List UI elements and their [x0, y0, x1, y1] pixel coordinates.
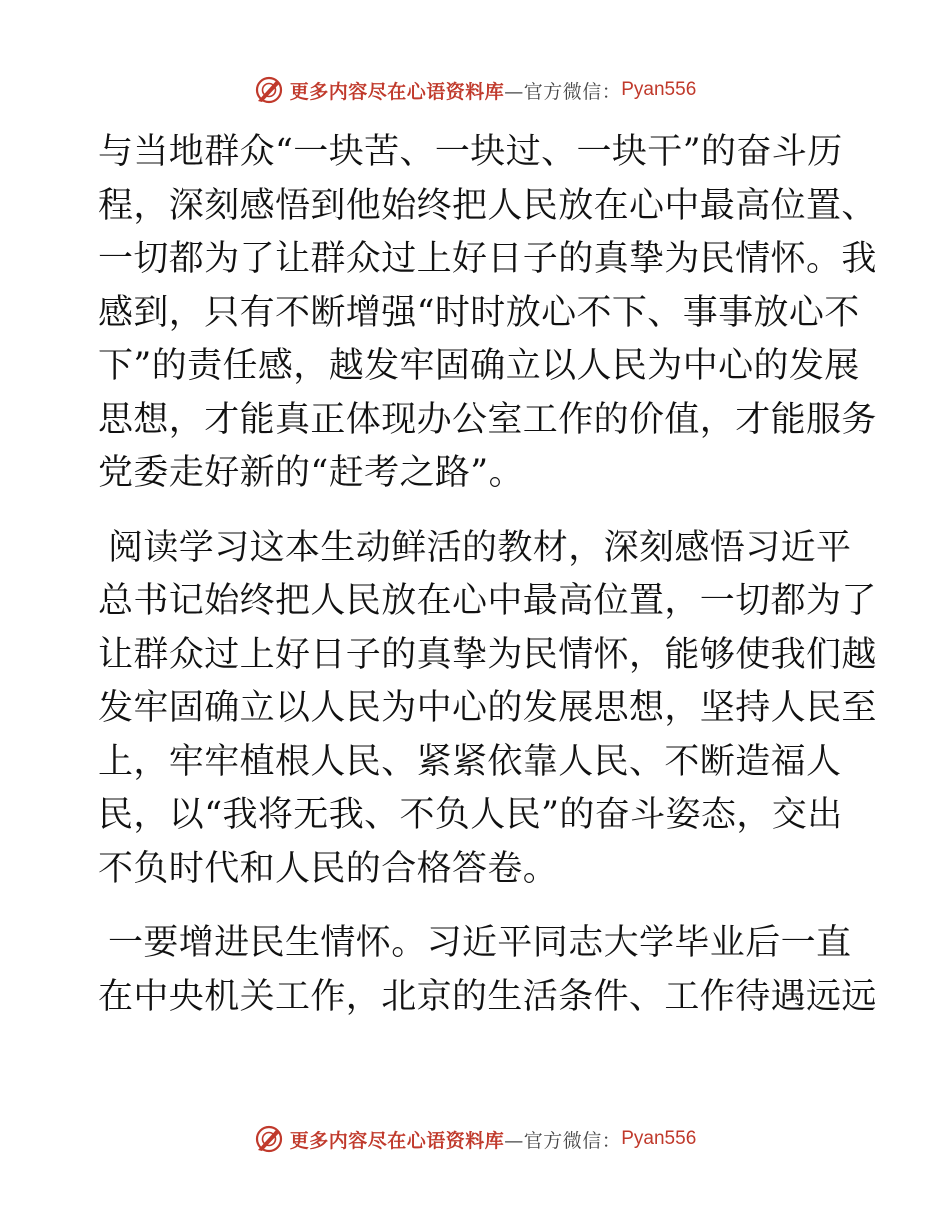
- text-line: 程，深刻感悟到他始终把人民放在心中最高位置、: [98, 185, 877, 226]
- footer-banner: [0, 1119, 950, 1159]
- text-line: 一要增进民生情怀。习近平同志大学毕业后一直: [108, 923, 852, 963]
- text-line: 发牢固确立以人民为中心的发展思想，坚持人民至: [98, 688, 877, 728]
- header-banner: [0, 70, 950, 110]
- banner-site-name: 更多内容尽在心语资料库: [289, 80, 505, 103]
- text-line: 总书记始终把人民放在心中最高位置，一切都为了: [98, 581, 877, 621]
- quill-logo-icon: [254, 75, 284, 105]
- text-line: 下”的责任感，越发牢固确立以人民为中心的发展: [98, 346, 860, 386]
- text-line: 阅读学习这本生动鲜活的教材，深刻感悟习近平: [108, 527, 852, 568]
- text-line: 感到，只有不断增强“时时放心不下、事事放心不: [98, 292, 860, 333]
- text-line: 党委走好新的“赶考之路”。: [98, 453, 524, 493]
- banner-wechat-label: —官方微信：: [504, 80, 622, 103]
- paragraph-1: [98, 126, 877, 501]
- quill-logo-icon: [254, 1124, 284, 1154]
- text-line: 让群众过上好日子的真挚为民情怀，能够使我们越: [98, 634, 877, 675]
- text-line: 民，以“我将无我、不负人民”的奋斗姿态，交出: [98, 795, 843, 835]
- text-line: 与当地群众“一块苦、一块过、一块干”的奋斗历: [98, 132, 843, 172]
- text-line: 思想，才能真正体现办公室工作的价值，才能服务: [98, 399, 877, 440]
- paragraph-2: [98, 522, 877, 897]
- text-line: 在中央机关工作，北京的生活条件、工作待遇远远: [98, 976, 877, 1017]
- text-line: 上，牢牢植根人民、紧紧依靠人民、不断造福人: [98, 741, 842, 782]
- banner-wechat-id: Pyan556: [621, 79, 697, 100]
- text-line: 不负时代和人民的合格答卷。: [98, 848, 559, 889]
- text-line: 一切都为了让群众过上好日子的真挚为民情怀。我: [98, 239, 877, 279]
- banner-wechat-id: Pyan556: [621, 1128, 697, 1149]
- document-body: [98, 126, 877, 1024]
- banner-wechat-label: —官方微信：: [504, 1129, 622, 1152]
- paragraph-3: [98, 917, 877, 1024]
- banner-site-name: 更多内容尽在心语资料库: [289, 1129, 505, 1152]
